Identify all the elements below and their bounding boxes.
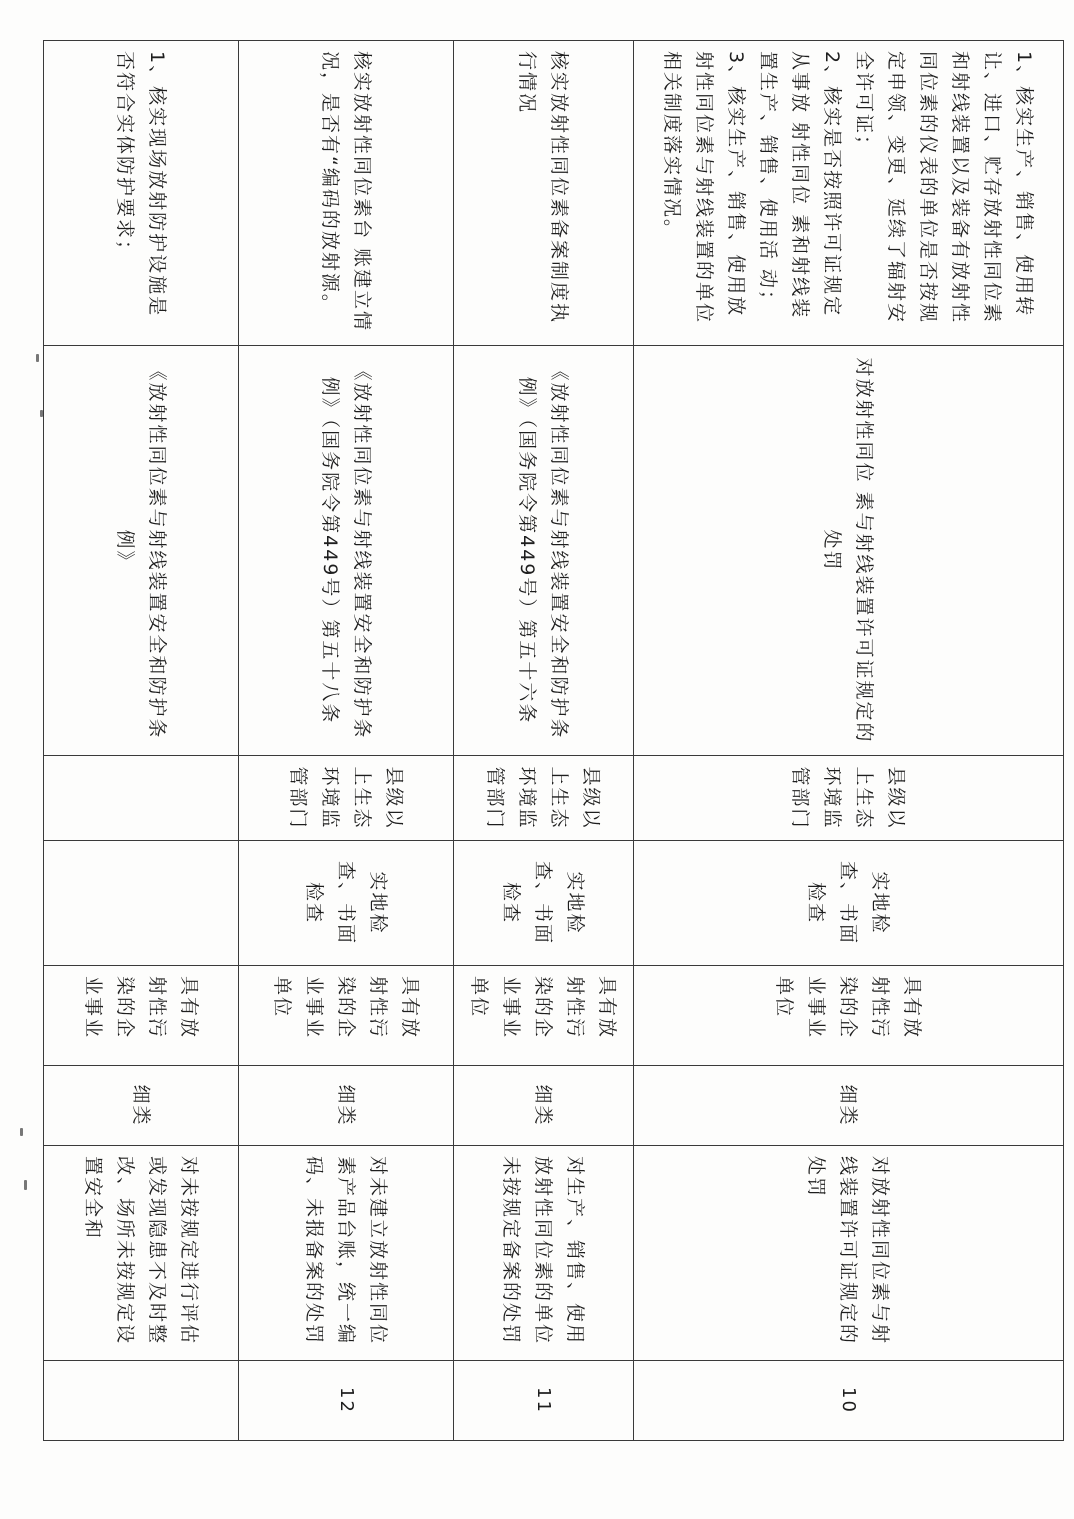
row-number: 11 (454, 1361, 634, 1441)
inspection-basis: 《放射性同位素与射线装置安全和防护条例》 (44, 346, 239, 756)
item-name: 对未按规定进行评估或发现隐患不及时整改、场所未按规定设置安全和 (44, 1146, 239, 1361)
inspection-method: 实地检查、书面检查 (239, 841, 454, 966)
inspection-object: 具有放射性污染的企业事业单位 (634, 966, 1064, 1066)
inspection-content: 1、核实生产、销售、使用转让、进口、贮存放射性同位素和射线装置以及装备有放射性同位素的仪表的单位是否按规定申领、变更、延续了辐射安全许可证； 2、核实是否按照许可证规定从事放 射性同位 素和射线装置生产、销售、使用活 动； 3、核实生产、销售、使用放射性同位素与射线装置的单位相关制度落实情况。 (634, 41, 1064, 346)
item-category: 细类 (239, 1066, 454, 1146)
inspection-content: 1、核实现场放射防护设施是否符合实体防护要求； (44, 41, 239, 346)
inspection-object: 具有放 射性污染的企业事业单位 (239, 966, 454, 1066)
enforcement-table (43, 40, 1064, 1441)
item-name: 对未建立放射性同位素产品台账，统一编码、未报备案的处罚 (239, 1146, 454, 1361)
row-number: 12 (239, 1361, 454, 1441)
inspection-method: 实地检查、书面检查 (454, 841, 634, 966)
inspection-object: 具有放射性污染的企业事业 (44, 966, 239, 1066)
table-rotated-container (44, 40, 1064, 1440)
inspection-subject: 县级以上生态环境监管部门 (634, 756, 1064, 841)
table-row (239, 41, 454, 1441)
inspection-content: 核实放射性同位素台 账建立情况，是否有“编码的放射源。 (239, 41, 454, 346)
inspection-method: 实地检查、书面检查 (634, 841, 1064, 966)
inspection-method (44, 841, 239, 966)
table-row (454, 41, 634, 1441)
inspection-content: 核实放射性同位素备案制度执行情况 (454, 41, 634, 346)
item-name: 对生产、销售、使用放射性同位素的单位未按规定备案的处罚 (454, 1146, 634, 1361)
inspection-subject: 县级以上生态环境监管部门 (239, 756, 454, 841)
inspection-subject (44, 756, 239, 841)
inspection-basis: 《放射性同位素与射线装置安全和防护条例》（国务院令第449号）第五十八条 (239, 346, 454, 756)
inspection-object: 具有放射性污染的企业事业单位 (454, 966, 634, 1066)
item-name: 对放射性同位素与射线装置许可证规定的处罚 (634, 1146, 1064, 1361)
item-category: 细类 (44, 1066, 239, 1146)
scan-speck (24, 1180, 27, 1190)
table-row (634, 41, 1064, 1441)
scan-speck (36, 354, 39, 362)
item-category: 细类 (454, 1066, 634, 1146)
scan-speck (20, 1128, 23, 1136)
row-number: 10 (634, 1361, 1064, 1441)
inspection-subject: 县级以上生态环境监管部门 (454, 756, 634, 841)
table-row (44, 41, 239, 1441)
inspection-basis: 《放射性同位素与射线装置安全和防护条例》（国务院令第449号）第五十六条 (454, 346, 634, 756)
row-number (44, 1361, 239, 1441)
inspection-basis: 对放射性同位 素与射线装置许可证规定的处罚 (634, 346, 1064, 756)
item-category: 细类 (634, 1066, 1064, 1146)
